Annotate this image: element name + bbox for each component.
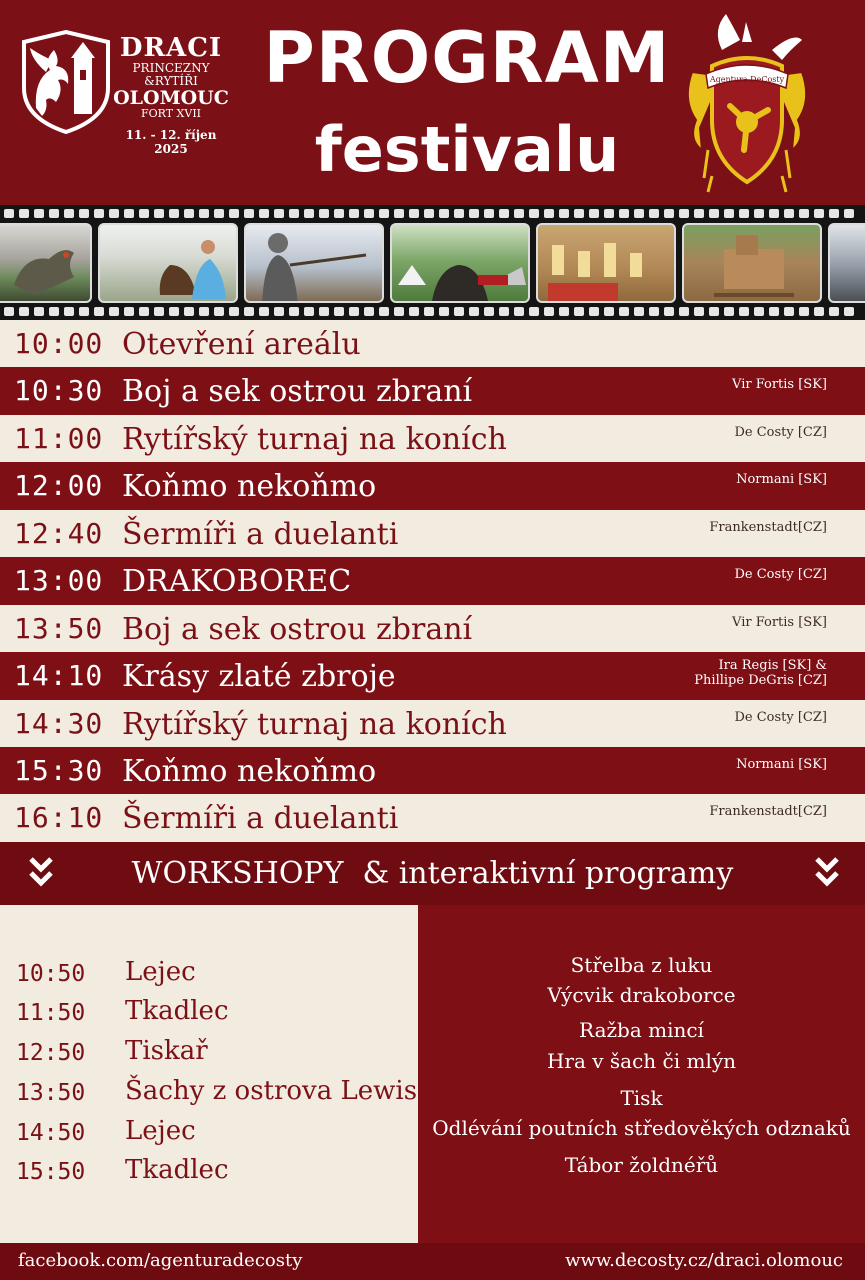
sprocket-hole [829,209,839,218]
sprocket-hole [199,209,209,218]
sprocket-hole [49,307,59,316]
workshop-name: Lejec [125,957,196,987]
schedule-event: Koňmo nekoňmo [122,753,377,789]
sprocket-hole [334,307,344,316]
sprocket-hole [619,307,629,316]
sprocket-hole [394,209,404,218]
sprocket-hole [169,209,179,218]
sprocket-hole [109,209,119,218]
sprocket-hole [844,209,854,218]
workshop-time: 15:50 [16,1159,86,1185]
schedule-performer [627,658,827,688]
sprocket-hole [364,209,374,218]
sprocket-hole [799,307,809,316]
sprocket-hole [4,307,14,316]
event-subtitle-1: PRINCEZNY [132,61,210,75]
sprocket-hole [364,307,374,316]
sprocket-hole [229,307,239,316]
schedule-event: Otevření areálu [122,327,361,362]
schedule-row [0,415,865,462]
activities-list [418,905,865,1243]
sprocket-hole [619,209,629,218]
activity-item: Ražba mincí [579,1018,704,1042]
performer-line-1: Ira Regis [SK] & [718,658,827,674]
schedule-event: DRAKOBOREC [122,564,352,600]
sprocket-hole [379,209,389,218]
schedule-performer: Frankenstadt[CZ] [709,519,827,535]
double-chevron-down-icon [814,856,840,890]
sprocket-hole [349,307,359,316]
sprocket-hole [724,209,734,218]
schedule-time: 10:00 [14,327,104,360]
sprocket-hole [664,307,674,316]
sprocket-hole [784,209,794,218]
sprocket-hole [319,307,329,316]
workshop-time: 14:50 [16,1120,86,1146]
schedule-row [0,510,865,557]
schedule-time: 14:30 [14,706,104,740]
sprocket-hole [679,307,689,316]
sprocket-hole [514,307,524,316]
jousting-photo [390,223,530,303]
sprocket-hole [484,209,494,218]
dragon-photo [0,223,92,303]
sprocket-hole [169,307,179,316]
chess-pieces-photo [536,223,676,303]
filmstrip-sprockets-bottom [0,306,865,317]
sprocket-hole [634,307,644,316]
workshop-name: Tiskař [125,1036,208,1066]
sprocket-hole [769,307,779,316]
sprocket-hole [139,307,149,316]
workshop-item [0,1151,418,1191]
event-year: 2025 [154,142,188,156]
sprocket-hole [484,307,494,316]
schedule-performer: Normani [SK] [736,472,827,488]
event-dates: 11. - 12. říjen [125,128,217,142]
schedule-event: Rytířský turnaj na koních [122,706,507,742]
schedule-row [0,462,865,509]
sprocket-hole [469,307,479,316]
sprocket-hole [349,209,359,218]
sprocket-hole [244,307,254,316]
activity-item: Hra v šach či mlýn [546,1049,737,1073]
schedule-event: Rytířský turnaj na koních [122,421,507,457]
website-link[interactable]: www.decosty.cz/draci.olomouc [565,1250,843,1271]
sprocket-hole [724,307,734,316]
activity-item: Výcvik drakoborce [547,983,736,1007]
sprocket-hole [829,307,839,316]
crest-text: Agentura DeCosty [709,75,785,84]
event-name-block [112,34,230,156]
workshop-name: Šachy z ostrova Lewis [125,1076,418,1106]
schedule-performer: Vir Fortis [SK] [732,377,827,393]
workshop-name: Tkadlec [125,1155,229,1185]
activity-item: Tisk [620,1086,663,1110]
sprocket-hole [19,209,29,218]
sprocket-hole [124,307,134,316]
schedule-performer: Frankenstadt[CZ] [709,804,827,820]
dragon-castle-logo-icon [16,30,116,134]
sprocket-hole [409,307,419,316]
sprocket-hole [199,307,209,316]
schedule-time: 11:00 [14,421,104,455]
activity-item: Tábor žoldnéřů [564,1153,719,1177]
sprocket-hole [799,209,809,218]
performer-line-2: Phillipe DeGris [CZ] [694,673,827,689]
sprocket-hole [709,307,719,316]
sprocket-hole [34,209,44,218]
sprocket-hole [64,209,74,218]
schedule-time: 12:40 [14,516,104,550]
wooden-model-photo [682,223,822,303]
activity-item: Střelba z luku [570,953,713,977]
sprocket-hole [4,209,14,218]
sprocket-hole [259,209,269,218]
photo-filmstrip [0,205,865,320]
sprocket-hole [634,209,644,218]
header [0,0,865,205]
schedule-row [0,652,865,699]
filmstrip-sprockets-top [0,208,865,219]
workshop-time: 12:50 [16,1040,86,1066]
schedule-row [0,367,865,414]
sprocket-hole [754,209,764,218]
sprocket-hole [769,209,779,218]
sprocket-hole [664,209,674,218]
schedule-event: Šermíři a duelanti [122,516,399,552]
workshop-item [0,1032,418,1072]
event-venue: FORT XVII [140,107,202,120]
sprocket-hole [94,209,104,218]
sprocket-hole [439,209,449,218]
schedule-performer: Vir Fortis [SK] [732,614,827,630]
sprocket-hole [79,209,89,218]
schedule-row [0,557,865,604]
sprocket-hole [439,307,449,316]
sprocket-hole [379,307,389,316]
sprocket-hole [544,307,554,316]
heraldic-crest-icon [682,10,812,198]
sprocket-hole [589,209,599,218]
sprocket-hole [49,209,59,218]
event-name: DRACI [119,33,223,63]
schedule-time: 15:30 [14,753,104,787]
sprocket-hole [469,209,479,218]
workshop-item [0,1112,418,1152]
schedule-event: Šermíři a duelanti [122,801,399,837]
sprocket-hole [604,307,614,316]
sprocket-hole [154,307,164,316]
sprocket-hole [289,209,299,218]
sprocket-hole [499,307,509,316]
sprocket-hole [274,307,284,316]
sprocket-hole [409,209,419,218]
sprocket-hole [649,209,659,218]
schedule-table [0,320,865,842]
sprocket-hole [709,209,719,218]
sprocket-hole [124,209,134,218]
schedule-row [0,747,865,794]
schedule-row [0,320,865,367]
sprocket-hole [184,209,194,218]
schedule-row [0,700,865,747]
sprocket-hole [259,307,269,316]
sprocket-hole [274,209,284,218]
sprocket-hole [814,209,824,218]
schedule-performer: De Costy [CZ] [734,424,827,440]
sprocket-hole [214,209,224,218]
footer [0,1243,865,1280]
event-city: OLOMOUC [113,87,229,109]
schedule-event: Boj a sek ostrou zbraní [122,374,473,410]
sprocket-hole [334,209,344,218]
sprocket-hole [319,209,329,218]
sprocket-hole [424,307,434,316]
sprocket-hole [604,209,614,218]
workshop-time: 10:50 [16,961,86,987]
sprocket-hole [19,307,29,316]
sprocket-hole [784,307,794,316]
sprocket-hole [34,307,44,316]
sprocket-hole [424,209,434,218]
workshop-name: Lejec [125,1116,196,1146]
sprocket-hole [64,307,74,316]
sprocket-hole [304,209,314,218]
schedule-time: 10:30 [14,374,104,408]
sprocket-hole [589,307,599,316]
event-subtitle-2: &RYTÍŘI [144,74,198,88]
sprocket-hole [154,209,164,218]
sprocket-hole [109,307,119,316]
schedule-event: Koňmo nekoňmo [122,469,377,505]
page-subtitle: festivalu [314,113,620,186]
sprocket-hole [79,307,89,316]
workshops-heading: WORKSHOPY & interaktivní programy [131,856,734,891]
sprocket-hole [304,307,314,316]
workshop-item [0,953,418,993]
sprocket-hole [559,307,569,316]
workshops-header-bar [0,842,865,905]
schedule-event: Krásy zlaté zbroje [122,659,396,695]
schedule-row [0,605,865,652]
sprocket-hole [694,307,704,316]
sprocket-hole [529,307,539,316]
schedule-row [0,794,865,841]
sprocket-hole [94,307,104,316]
sprocket-hole [289,307,299,316]
knight-photo-partial [828,223,865,303]
workshop-time: 13:50 [16,1080,86,1106]
schedule-performer: De Costy [CZ] [734,567,827,583]
schedule-time: 13:00 [14,564,104,598]
sprocket-hole [139,209,149,218]
schedule-time: 12:00 [14,469,104,503]
schedule-time: 14:10 [14,659,104,693]
facebook-link[interactable]: facebook.com/agenturadecosty [18,1250,303,1271]
workshop-item [0,992,418,1032]
schedule-time: 16:10 [14,801,104,835]
sprocket-hole [454,209,464,218]
schedule-performer: De Costy [CZ] [734,709,827,725]
sprocket-hole [844,307,854,316]
schedule-time: 13:50 [14,611,104,645]
sprocket-hole [454,307,464,316]
sprocket-hole [754,307,764,316]
sprocket-hole [499,209,509,218]
sprocket-hole [649,307,659,316]
sprocket-hole [229,209,239,218]
workshop-name: Tkadlec [125,996,229,1026]
page-title: PROGRAM [263,17,671,99]
workshops-list [0,905,418,1243]
sprocket-hole [514,209,524,218]
sprocket-hole [544,209,554,218]
sprocket-hole [244,209,254,218]
sprocket-hole [574,307,584,316]
sprocket-hole [814,307,824,316]
sprocket-hole [739,209,749,218]
sprocket-hole [694,209,704,218]
sprocket-hole [559,209,569,218]
schedule-performer: Normani [SK] [736,756,827,772]
sprocket-hole [529,209,539,218]
workshop-item [0,1072,418,1112]
sprocket-hole [184,307,194,316]
workshop-time: 11:50 [16,1000,86,1026]
princess-on-horse-photo [98,223,238,303]
sprocket-hole [214,307,224,316]
sprocket-hole [679,209,689,218]
activity-item: Odlévání poutních středověkých odznaků [432,1116,851,1140]
knight-in-armor-photo [244,223,384,303]
sprocket-hole [574,209,584,218]
sprocket-hole [394,307,404,316]
schedule-event: Boj a sek ostrou zbraní [122,611,473,647]
sprocket-hole [739,307,749,316]
